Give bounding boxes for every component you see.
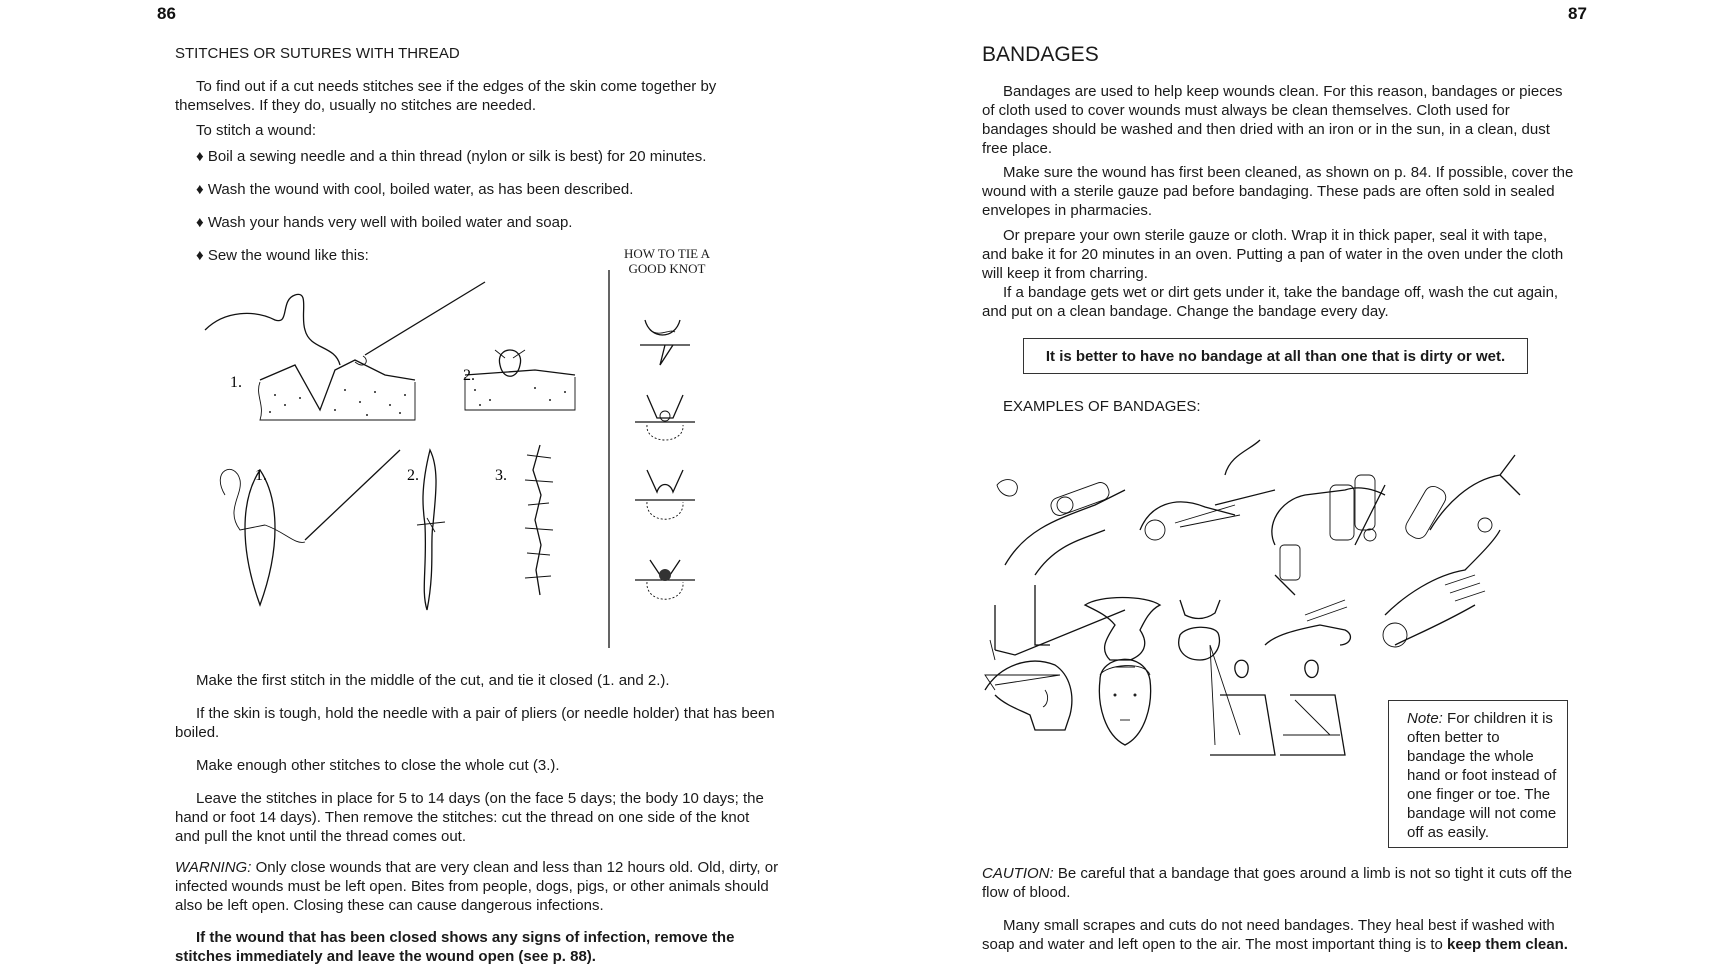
closing-bold: keep them clean. [1447,936,1568,953]
fig-label-3-bottom: 3. [495,467,507,484]
fig-label-2-top: 2. [463,367,475,384]
cut-fully-stitched [525,445,553,595]
children-note-box [1388,700,1568,848]
finger-bandage-roll [997,480,1125,575]
wound-stitch-step-1 [205,282,485,420]
caution-label: CAUTION: [982,865,1054,882]
warning-paragraph [175,858,785,915]
step-wash-wound: ♦ Wash the wound with cool, boiled water, as has been described. [196,180,633,199]
head-bandage-side [985,661,1072,730]
closing-text: Many small scrapes and cuts do not need bandages. They heal best if washed with soap and water and left open to the air. The most important thing is to [982,917,1555,953]
bandages-para-1: Bandages are used to help keep wounds clean. For this reason, bandages or pieces of cloth used to cover wounds must always be clean themselves. Cloth used for bandages should be washed and then dried with an iron or in the sun, in a clean, dust free place. [982,83,1563,157]
cut-one-stitch [417,450,445,610]
step-wash-hands: ♦ Wash your hands very well with boiled water and soap. [196,213,572,232]
finger-bandage-wrapping [1272,475,1385,545]
stitches-intro: To find out if a cut needs stitches see if the edges of the skin come together by themselves. If they do, usually no stitches are needed. [175,78,717,114]
clean-bandage-callout-text: It is better to have no bandage at all than one that is dirty or wet. [1045,347,1506,365]
warning-text: Only close wounds that are very clean and less than 12 hours old. Old, dirty, or infected wounds must be left open. Bites from people, dogs, pigs, or other animals should also be left open. Closing these can cause dangerous infections. [175,859,779,914]
right-page-number: 87 [1568,4,1587,23]
foot-triangle-fold [1085,598,1160,661]
closing-paragraph [982,916,1574,954]
knot-step-4 [635,560,695,599]
cut-with-needle [220,450,400,605]
knot-title: HOW TO TIE A GOOD KNOT [623,246,711,276]
clean-bandage-callout [1023,338,1528,374]
fig-label-2-bottom: 2. [407,467,419,484]
step-boil-needle: ♦ Boil a sewing needle and a thin thread (nylon or silk is best) for 20 minutes. [196,147,706,166]
knot-step-3 [635,470,695,519]
other-stitches-text: Make enough other stitches to close the whole cut (3.). [196,757,560,774]
children-note-text [1407,709,1557,842]
hand-wrap-finished [1383,530,1500,647]
infection-note: If the wound that has been closed shows any signs of infection, remove the stitches immediately and leave the wound open (see p. 88). [175,929,735,965]
fig-label-1-bottom: 1. [255,467,267,484]
finger-bandage-finished [1402,455,1520,542]
foot-triangle-tied [1179,600,1220,660]
fig-label-1-top: 1. [230,374,242,391]
caution-text: Be careful that a bandage that goes around a limb is not so tight it cuts off the flow of blood. [982,865,1573,901]
caution-paragraph [982,864,1580,902]
arm-sling-open [1210,645,1275,755]
knot-step-1 [640,320,690,365]
warning-label: WARNING: [175,859,252,876]
bandages-para-4: If a bandage gets wet or dirt gets under it, take the bandage off, wash the cut again, and put on a clean bandage. Change the bandage every day. [982,284,1559,320]
to-stitch-label: To stitch a wound: [196,122,317,139]
examples-heading: EXAMPLES OF BANDAGES: [1003,398,1201,415]
tough-skin-text: If the skin is tough, hold the needle with a pair of pliers (or needle holder) that has been boiled. [175,705,775,741]
left-page-number: 86 [157,4,176,23]
hand-wrap-roll [1265,545,1350,645]
arm-sling-tied [1280,660,1345,755]
leave-stitches-text: Leave the stitches in place for 5 to 14 days (on the face 5 days; the body 10 days; the hand or foot 14 days). Then remove the stitches: cut the thread on one side of the knot and pull the knot until the thread comes out. [175,790,764,845]
wound-stitch-step-2 [465,350,575,410]
stitches-heading: STITCHES OR SUTURES WITH THREAD [175,45,460,62]
bandages-para-2: Make sure the wound has first been cleaned, as shown on p. 84. If possible, cover the wound with a sterile gauze pad before bandaging. These pads are often sold in sealed envelopes in pharmacies. [982,164,1574,219]
note-text: For children it is often better to bandage the whole hand or foot instead of one finger or toe. The bandage will not come off as easily. [1407,710,1557,841]
knot-step-2 [635,395,695,440]
finger-bandage-scissors [1140,440,1275,540]
bandages-para-3: Or prepare your own sterile gauze or cloth. Wrap it in thick paper, seal it with tape, and bake it for 20 minutes in an oven. Putting a pan of water in the oven under the cloth will keep it from charring. [982,227,1564,282]
first-stitch-text: Make the first stitch in the middle of the cut, and tie it closed (1. and 2.). [196,672,670,689]
head-bandage-front [1099,659,1150,745]
bandages-heading: BANDAGES [982,43,1099,66]
note-label: Note: [1407,710,1443,727]
step-sew-wound: ♦ Sew the wound like this: [196,246,369,265]
